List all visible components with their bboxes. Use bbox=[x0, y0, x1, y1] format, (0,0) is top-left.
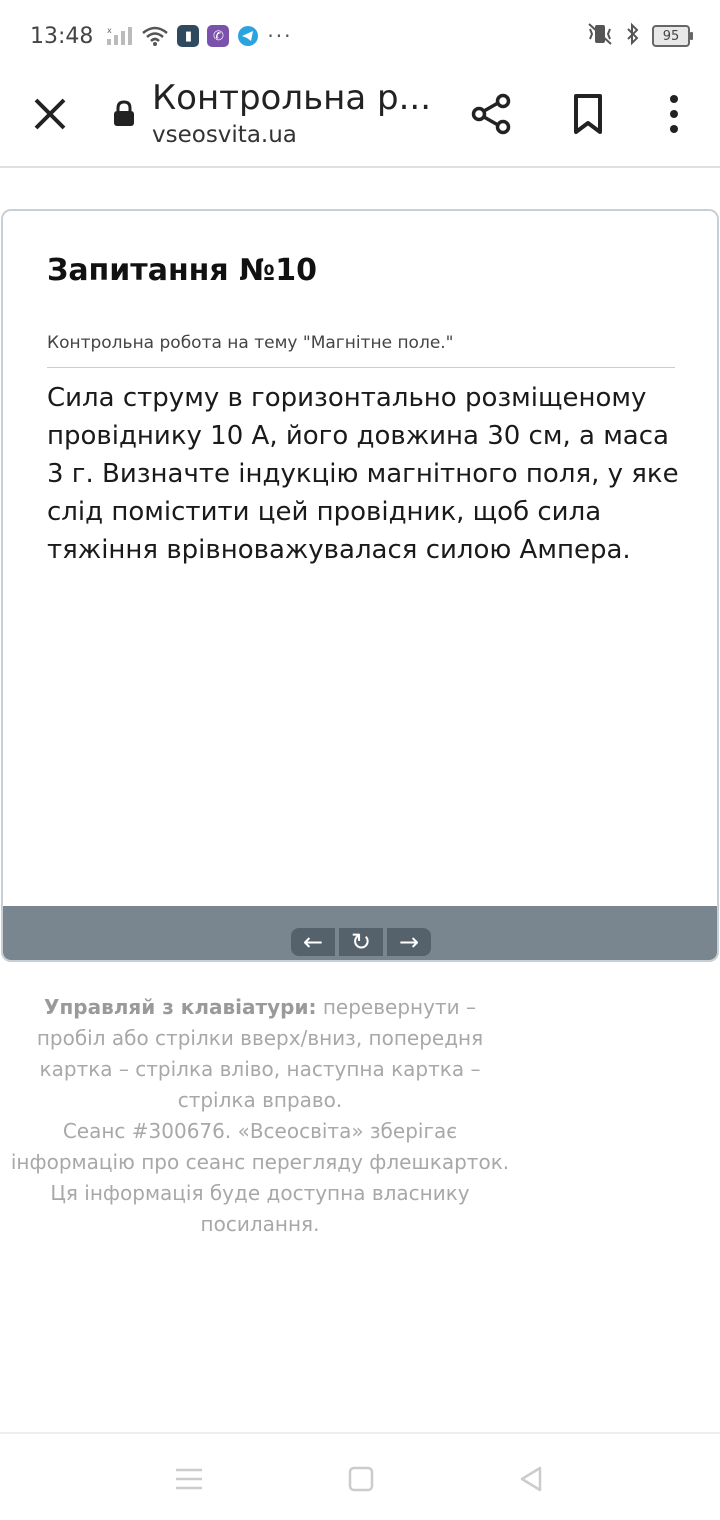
flip-card-button[interactable]: ↻ bbox=[339, 928, 383, 956]
prev-card-button[interactable]: ← bbox=[291, 928, 335, 956]
bluetooth-icon bbox=[624, 22, 642, 50]
wifi-icon bbox=[141, 25, 169, 47]
browser-toolbar bbox=[0, 72, 720, 168]
keyboard-text: перевернути – пробіл або стрілки вверх/вниз, попередня картка – стрілка вліво, наступна картка – стрілка вправо. bbox=[36, 995, 484, 1112]
close-icon[interactable] bbox=[30, 94, 70, 134]
more-icon: ··· bbox=[267, 24, 293, 48]
next-card-button[interactable]: → bbox=[387, 928, 431, 956]
telegram-icon bbox=[237, 25, 259, 47]
keyboard-label: Управляй з клавіатури: bbox=[44, 995, 317, 1019]
back-icon[interactable] bbox=[516, 1464, 546, 1494]
bookmark-icon[interactable] bbox=[568, 92, 608, 136]
recent-apps-icon[interactable] bbox=[174, 1464, 204, 1494]
menu-icon[interactable] bbox=[660, 92, 688, 136]
card-controls bbox=[3, 906, 717, 960]
lock-icon[interactable] bbox=[112, 100, 136, 128]
session-text: Сеанс #300676. «Всеосвіта» зберігає інформацію про сеанс перегляду флешкарток. Ця інформація буде доступна власнику посилання. bbox=[10, 1119, 510, 1236]
signal-icon bbox=[105, 25, 133, 47]
app-icon-1: ▮ bbox=[177, 25, 199, 47]
flashcard[interactable] bbox=[1, 209, 719, 962]
page-title[interactable]: Контрольна р... bbox=[152, 78, 432, 118]
question-text: Сила струму в горизонтально розміщеному провіднику 10 А, його довжина 30 см, а маса 3 г. Визначте індукцію магнітного поля, у яке слід помістити цей провідник, щоб сила тяжіння врівноважувалася силою Ампера. bbox=[47, 383, 679, 565]
card-nav bbox=[291, 928, 431, 956]
card-title: Запитання №10 bbox=[47, 253, 317, 288]
battery-icon: 95 bbox=[652, 25, 690, 47]
keyboard-info bbox=[10, 992, 510, 1240]
home-icon[interactable] bbox=[346, 1464, 376, 1494]
status-bar bbox=[0, 0, 720, 72]
vibrate-icon bbox=[586, 22, 614, 50]
system-nav-bar bbox=[0, 1432, 720, 1520]
share-icon[interactable] bbox=[470, 92, 514, 136]
status-time: 13:48 bbox=[30, 23, 94, 49]
viber-icon: ✆ bbox=[207, 25, 229, 47]
card-subtitle: Контрольна робота на тему "Магнітне поле." bbox=[47, 333, 454, 353]
divider bbox=[47, 367, 675, 368]
page-url[interactable]: vseosvita.ua bbox=[152, 122, 297, 148]
svg-text:x: x bbox=[107, 26, 113, 35]
